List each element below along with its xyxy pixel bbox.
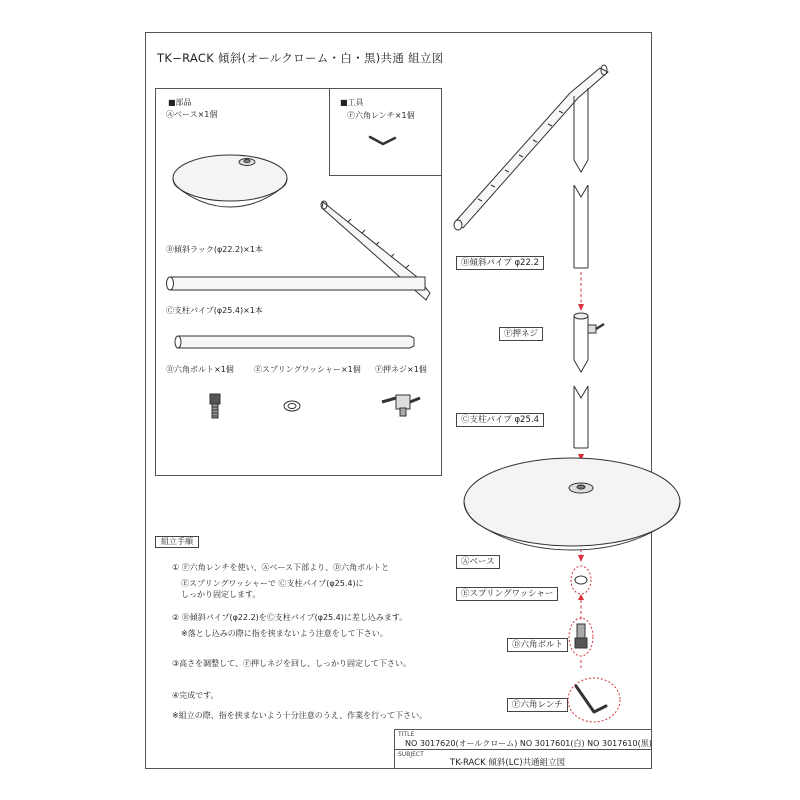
part-c-label: Ⓒ支柱パイプ(φ25.4)×1本 [166,306,263,315]
title-block-title-value: NO 3017620(オールクローム) NO 3017601(白) NO 3017610(黒) [405,739,652,748]
tool-wrench-drawing [370,137,395,144]
part-d-bolt-drawing [210,394,220,418]
tool-f-label: Ⓕ六角レンチ×1個 [347,111,415,120]
callout-washer: Ⓔスプリングワッシャー [456,587,558,601]
step-2-line-1: ② Ⓑ傾斜パイプ(φ22.2)をⒸ支柱パイプ(φ25.4)に差し込みます。 [172,613,408,622]
callout-bolt: Ⓓ六角ボルト [507,638,568,652]
part-f-label: Ⓕ押ネジ×1個 [375,365,427,374]
part-c-pipe-drawing [175,336,414,348]
part-d-label: Ⓓ六角ボルト×1個 [166,365,234,374]
assembly-hardware-drawing [568,566,620,722]
callout-c-pipe: Ⓒ支柱パイプ φ25.4 [456,413,544,427]
part-b-pipe-drawing [167,277,426,290]
assembly-rack-drawing [454,65,608,268]
title-block-subject-value: TK-RACK 傾斜(LC)共通組立図 [450,758,566,768]
page-title: TK−RACK 傾斜(オールクローム・白・黒)共通 組立図 [157,51,444,65]
title-block-subject-label: SUBJECT [398,751,424,758]
callout-b-pipe: Ⓑ傾斜パイプ φ22.2 [456,256,544,270]
part-f-screw-drawing [382,395,420,416]
step-1-line-1: ① Ⓕ六角レンチを使い、Ⓐベース下部より、Ⓓ六角ボルトと [172,563,390,572]
caution-note: ※組立の際、指を挟まないよう十分注意のうえ、作業を行って下さい。 [172,711,428,720]
steps-heading: 組立手順 [155,536,199,548]
step-1-line-3: しっかり固定します。 [181,590,261,599]
tools-heading: ■工具 [340,98,364,107]
part-e-label: Ⓔスプリングワッシャー×1個 [254,365,361,374]
step-2-line-2: ※落とし込みの際に指を挟まないよう注意をして下さい。 [181,629,388,638]
assembly-base-drawing [464,458,680,550]
parts-heading: ■部品 [168,98,192,107]
assembly-support-pipe-drawing [574,313,604,448]
step-1-line-2: Ⓔスプリングワッシャーで Ⓒ支柱パイプ(φ25.4)に [181,579,364,588]
step-4: ④完成です。 [172,691,219,700]
part-a-label: Ⓐベース×1個 [166,110,218,119]
callout-push-screw: Ⓕ押ネジ [499,327,543,341]
step-3: ③高さを調整して、Ⓕ押しネジを回し、しっかり固定して下さい。 [172,659,412,668]
part-b-label: Ⓑ傾斜ラック(φ22.2)×1本 [166,245,263,254]
part-a-base-drawing [173,155,287,207]
part-e-washer-drawing [284,401,300,411]
callout-base: Ⓐベース [456,555,500,569]
title-block-title-label: TITLE [398,731,415,738]
callout-wrench: Ⓕ六角レンチ [507,698,568,712]
